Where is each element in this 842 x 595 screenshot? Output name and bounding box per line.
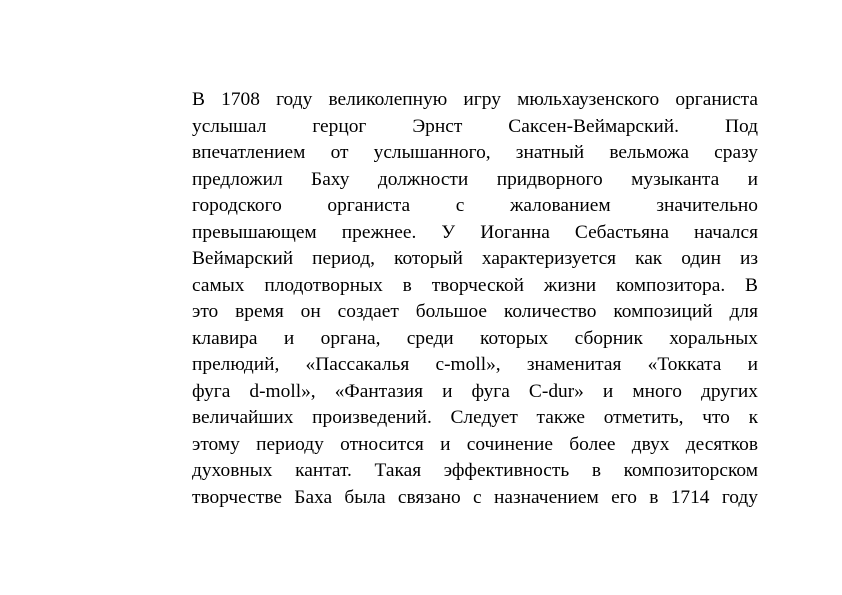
paragraph-line: Веймарский период, который характеризуется как один из bbox=[192, 248, 758, 269]
paragraph-line: фуга d-moll», «Фантазия и фуга C-dur» и много других bbox=[192, 380, 758, 402]
paragraph-line: этому периоду относится и сочинение более двух десятков bbox=[192, 433, 758, 455]
paragraph-line: духовных кантат. Такая эффективность в композиторском bbox=[192, 460, 758, 481]
paragraph-line: величайших произведений. Следует также отметить, что к bbox=[192, 407, 758, 428]
paragraph-line: услышал герцог Эрнст Саксен-Веймарский. Под bbox=[192, 115, 758, 137]
paragraph-line: самых плодотворных в творческой жизни композитора. В bbox=[192, 274, 758, 296]
paragraph-line: превышающем прежнее. У Иоганна Себастьяна начался bbox=[192, 221, 758, 243]
paragraph-line: предложил Баху должности придворного музыканта и bbox=[192, 168, 758, 190]
paragraph-line: впечатлением от услышанного, знатный вельможа сразу bbox=[192, 142, 758, 163]
body-paragraph bbox=[192, 87, 758, 511]
paragraph-line: творчестве Баха была связано с назначением его в 1714 году bbox=[192, 486, 758, 508]
paragraph-line: прелюдий, «Пассакалья c-moll», знаменитая «Токката и bbox=[192, 354, 758, 375]
paragraph-line: В 1708 году великолепную игру мюльхаузенского органиста bbox=[192, 89, 758, 110]
paragraph-line: городского органиста с жалованием значительно bbox=[192, 195, 758, 216]
paragraph-line: клавира и органа, среди которых сборник хоральных bbox=[192, 327, 758, 349]
paragraph-line: это время он создает большое количество композиций для bbox=[192, 301, 758, 322]
